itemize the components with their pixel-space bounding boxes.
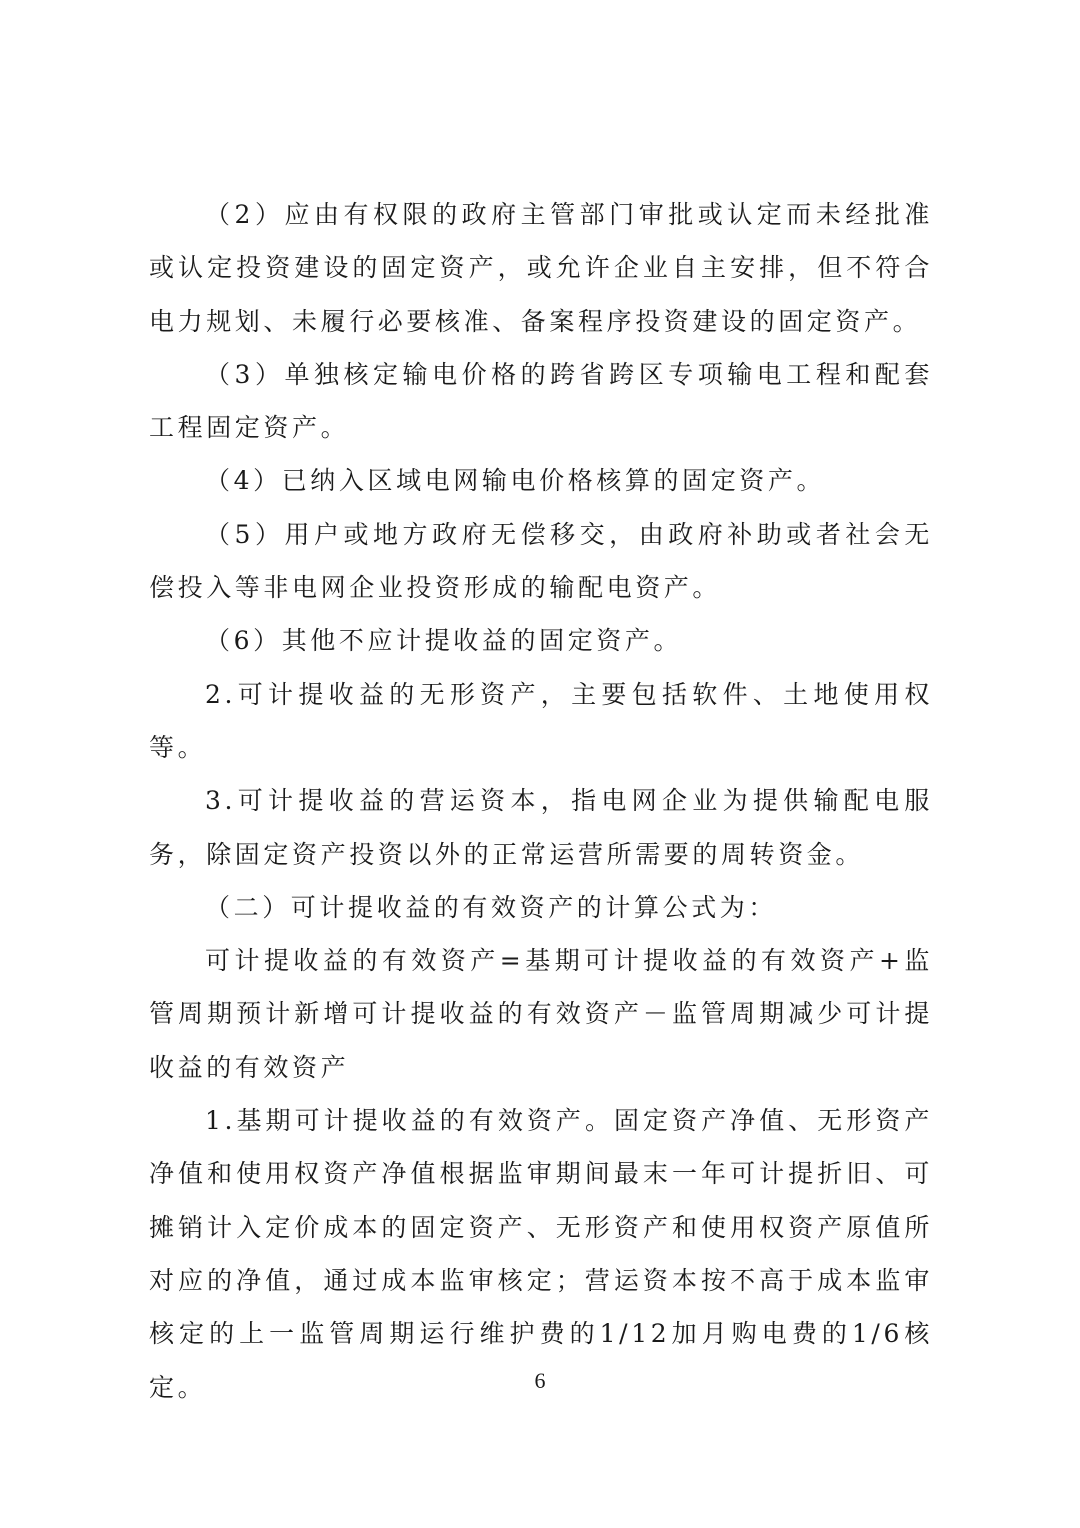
paragraph-item-5: （5）用户或地方政府无偿移交，由政府补助或者社会无偿投入等非电网企业投资形成的输配电资产。 — [149, 519, 933, 603]
paragraph-base-period-assets: 1.基期可计提收益的有效资产。固定资产净值、无形资产净值和使用权资产净值根据监审期间最末一年可计提折旧、可摊销计入定价成本的固定资产、无形资产和使用权资产原值所对应的净值，通过成本监审核定；营运资本按不高于成本监审核定的上一监管周期运行维护费的1/12加月购电费的1/6核定。 — [149, 1106, 933, 1402]
paragraph-item-6: （6）其他不应计提收益的固定资产。 — [205, 626, 683, 656]
body-text — [149, 188, 933, 1414]
paragraph-item-3: （3）单独核定输电价格的跨省跨区专项输电工程和配套工程固定资产。 — [149, 359, 933, 443]
paragraph-item-2: （2）应由有权限的政府主管部门审批或认定而未经批准或认定投资建设的固定资产，或允许企业自主安排，但不符合电力规划、未履行必要核准、备案程序投资建设的固定资产。 — [149, 200, 933, 336]
paragraph-formula: 可计提收益的有效资产=基期可计提收益的有效资产+监管周期预计新增可计提收益的有效资产－监管周期减少可计提收益的有效资产 — [149, 946, 933, 1082]
page-number: 6 — [534, 1368, 546, 1393]
section-heading-formula: （二）可计提收益的有效资产的计算公式为： — [205, 892, 778, 922]
paragraph-item-4: （4）已纳入区域电网输电价格核算的固定资产。 — [205, 466, 826, 496]
paragraph-working-capital: 3.可计提收益的营运资本，指电网企业为提供输配电服务，除固定资产投资以外的正常运营所需要的周转资金。 — [149, 786, 933, 869]
paragraph-intangible-assets: 2.可计提收益的无形资产，主要包括软件、土地使用权等。 — [149, 679, 933, 762]
